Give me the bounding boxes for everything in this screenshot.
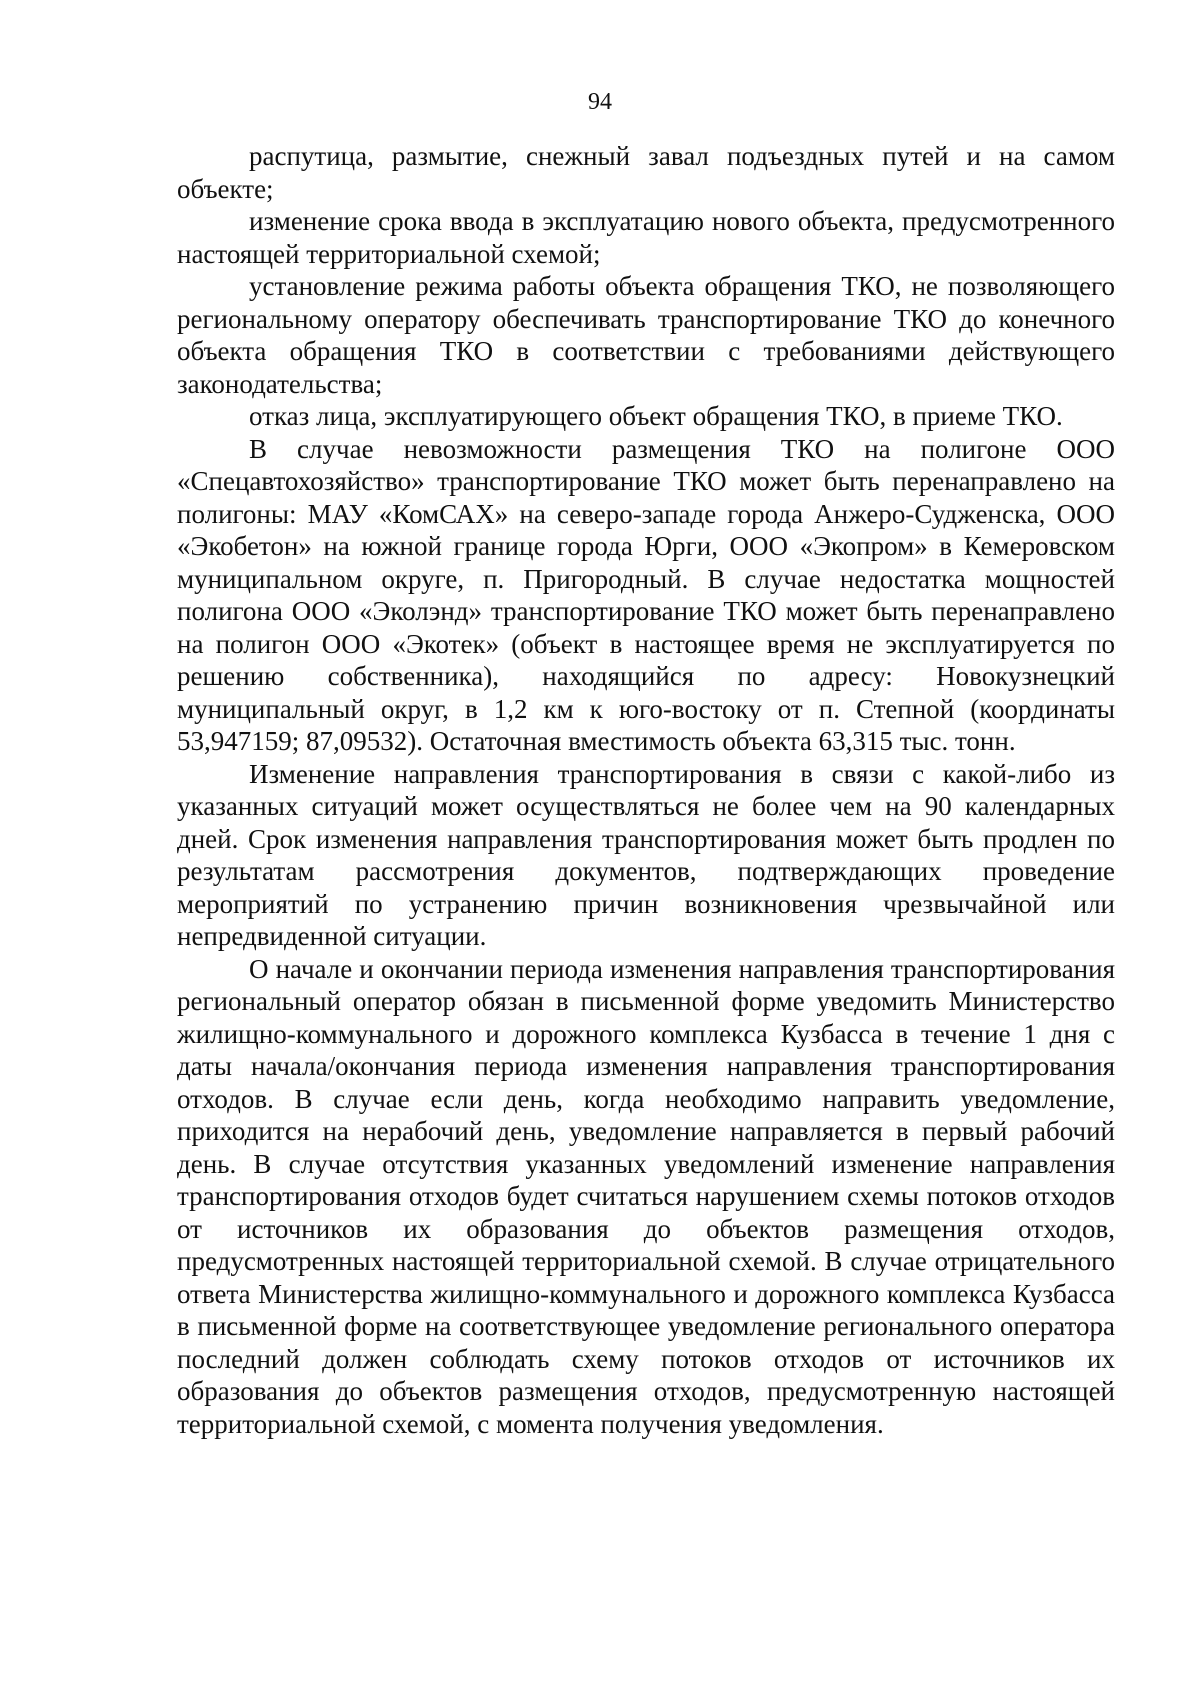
paragraph: распутица, размытие, снежный завал подъездных путей и на самом объекте; (177, 141, 1115, 204)
document-body (177, 140, 1115, 1440)
paragraph: Изменение направления транспортирования в связи с какой-либо из указанных ситуаций может осуществляться не более чем на 90 календарных дней. Срок изменения направления транспортирования может быть продлен по результатам рассмотрения документов, подтверждающих проведение мероприятий по устранению причин возникновения чрезвычайной или непредвиденной ситуации. (177, 758, 1115, 951)
paragraph: изменение срока ввода в эксплуатацию нового объекта, предусмотренного настоящей территориальной схемой; (177, 206, 1115, 269)
paragraph: О начале и окончании периода изменения направления транспортирования региональный оператор обязан в письменной форме уведомить Министерство жилищно-коммунального и дорожного комплекса Кузбасса в течение 1 дня с даты начала/окончания периода изменения направления транспортирования отходов. В случае если день, когда необходимо направить уведомление, приходится на нерабочий день, уведомление направляется в первый рабочий день. В случае отсутствия указанных уведомлений изменение направления транспортирования отходов будет считаться нарушением схемы потоков отходов от источников их образования до объектов размещения отходов, предусмотренных настоящей территориальной схемой. В случае отрицательного ответа Министерства жилищно-коммунального и дорожного комплекса Кузбасса в письменной форме на соответствующее уведомление регионального оператора последний должен соблюдать схему потоков отходов от источников их образования до объектов размещения отходов, предусмотренную настоящей территориальной схемой, с момента получения уведомления. (177, 953, 1115, 1439)
page-number: 94 (588, 89, 612, 115)
paragraph: отказ лица, эксплуатирующего объект обращения ТКО, в приеме ТКО. (249, 401, 1063, 431)
paragraph: В случае невозможности размещения ТКО на полигоне ООО «Спецавтохозяйство» транспортирование ТКО может быть перенаправлено на полигоны: МАУ «КомСАХ» на северо-западе города Анжеро-Судженска, ООО «Экобетон» на южной границе города Юрги, ООО «Экопром» в Кемеровском муниципальном округе, п. Пригородный. В случае недостатка мощностей полигона ООО «Эколэнд» транспортирование ТКО может быть перенаправлено на полигон ООО «Экотек» (объект в настоящее время не эксплуатируется по решению собственника), находящийся по адресу: Новокузнецкий муниципальный округ, в 1,2 км к юго-востоку от п. Степной (координаты 53,947159; 87,09532). Остаточная вместимость объекта 63,315 тыс. тонн. (177, 433, 1115, 756)
paragraph: установление режима работы объекта обращения ТКО, не позволяющего региональному оператору обеспечивать транспортирование ТКО до конечного объекта обращения ТКО в соответствии с требованиями действующего законодательства; (177, 271, 1115, 399)
